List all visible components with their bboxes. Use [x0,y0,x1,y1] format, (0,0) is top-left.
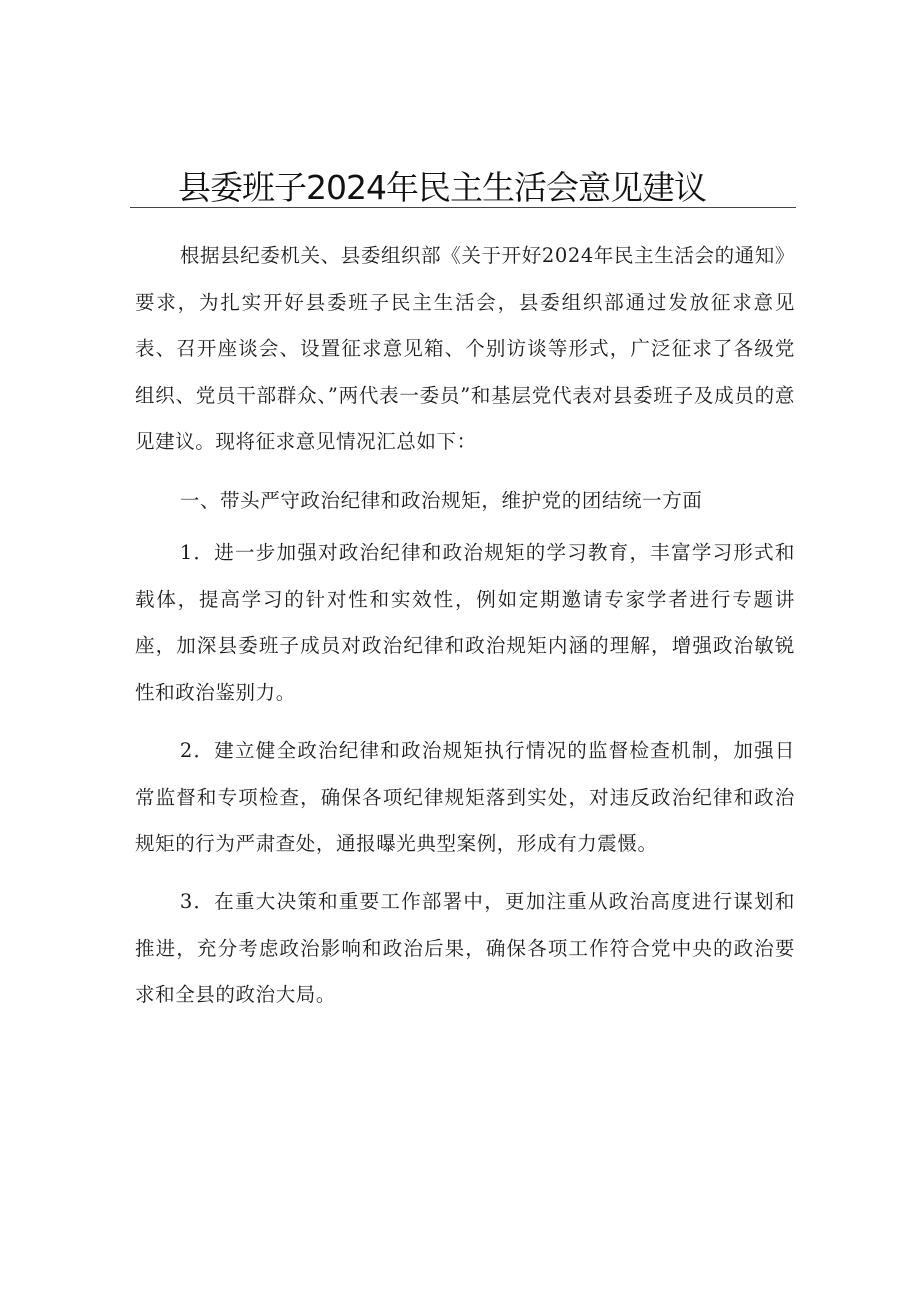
item-2-block [135,728,795,868]
item-1-block [135,530,795,716]
document-title: 县委班子2024年民主生活会意见建议 [178,168,706,207]
section-heading-block [135,478,795,525]
list-item: 2．建立健全政治纪律和政治规矩执行情况的监督检查机制，加强日常监督和专项检查，确保各项纪律规矩落到实处，对违反政治纪律和政治规矩的行为严肃查处，通报曝光典型案例，形成有力震慑。 [135,739,795,855]
section-heading: 一、带头严守政治纪律和政治规矩，维护党的团结统一方面 [179,489,703,512]
intro-paragraph-block [135,233,795,466]
list-item: 3．在重大决策和重要工作部署中，更加注重从政治高度进行谋划和推进，充分考虑政治影响和政治后果，确保各项工作符合党中央的政治要求和全县的政治大局。 [135,890,795,1006]
intro-paragraph: 根据县纪委机关、县委组织部《关于开好2024年民主生活会的通知》要求，为扎实开好县委班子民主生活会，县委组织部通过发放征求意见表、召开座谈会、设置征求意见箱、个别访谈等形式，广泛征求了各级党组织、党员干部群众、”两代表一委员”和基层党代表对县委班子及成员的意见建议。现将征求意见情况汇总如下： [135,244,795,453]
title-underline-rule [130,207,796,208]
item-3-block [135,879,795,1019]
list-item: 1．进一步加强对政治纪律和政治规矩的学习教育，丰富学习形式和载体，提高学习的针对性和实效性，例如定期邀请专家学者进行专题讲座，加深县委班子成员对政治纪律和政治规矩内涵的理解，增强政治敏锐性和政治鉴别力。 [135,541,795,704]
